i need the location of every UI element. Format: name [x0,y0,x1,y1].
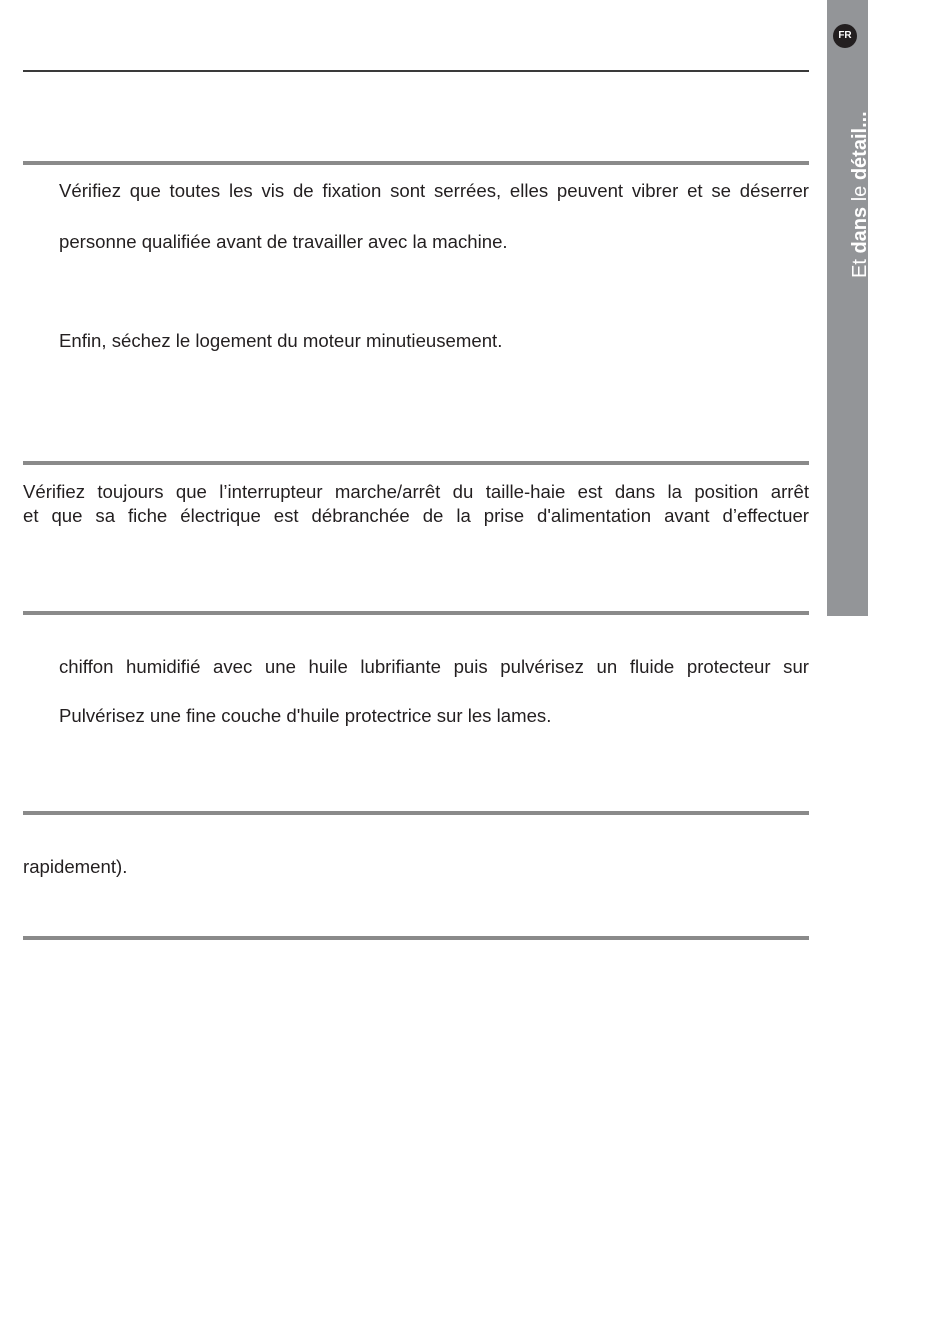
side-tab [827,0,868,616]
paragraph-line: Vérifiez toujours que l’interrupteur marche/arrêt du taille-haie est dans la position arrêt [23,481,809,502]
side-tab-title [848,111,872,278]
section-divider [23,611,809,615]
side-tab-title-part4: détail... [849,111,871,181]
side-tab-title-part1: Et [849,253,871,278]
section-divider [23,161,809,165]
language-badge: FR [833,24,857,48]
paragraph-line: et que sa fiche électrique est débranchée de la prise d'alimentation avant d’effectuer [23,505,809,526]
paragraph-line: chiffon humidifié avec une huile lubrifiante puis pulvérisez un fluide protecteur sur [59,656,809,677]
header-rule [23,70,809,72]
paragraph-line: rapidement). [23,856,128,877]
paragraph-line: Pulvérisez une fine couche d'huile protectrice sur les lames. [59,705,552,726]
paragraph-line: personne qualifiée avant de travailler avec la machine. [59,231,508,252]
paragraph-line: Enfin, séchez le logement du moteur minutieusement. [59,330,503,351]
section-divider [23,936,809,940]
section-divider [23,811,809,815]
side-tab-title-part2: dans [849,206,871,254]
paragraph-line: Vérifiez que toutes les vis de fixation sont serrées, elles peuvent vibrer et se déserrer [59,180,809,201]
side-tab-title-part3: le [849,180,871,207]
section-divider [23,461,809,465]
